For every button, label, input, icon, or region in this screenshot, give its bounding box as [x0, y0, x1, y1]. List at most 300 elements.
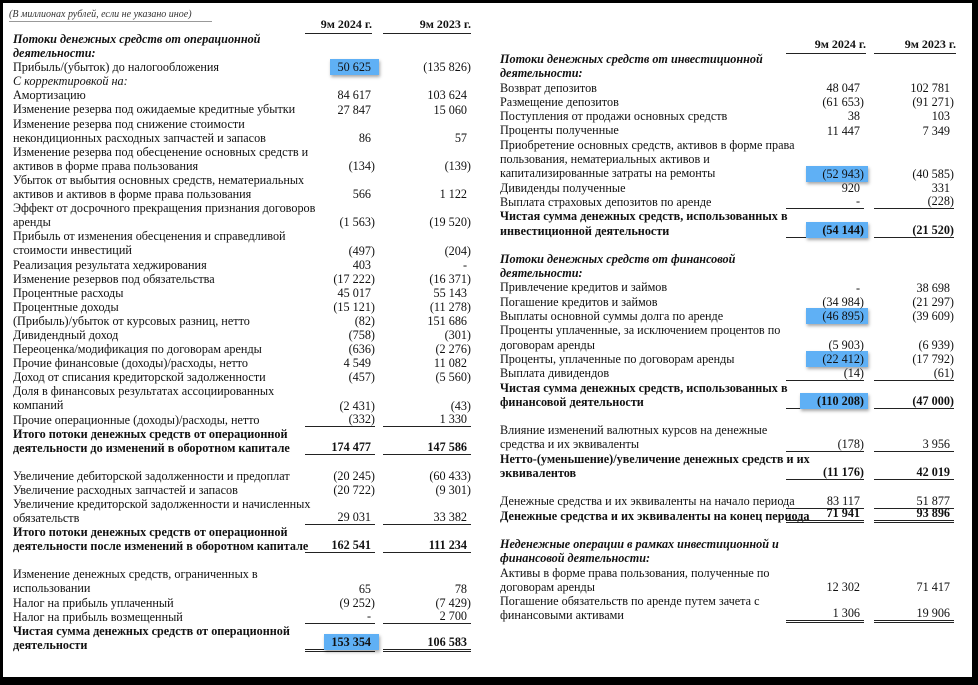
value-2023: [383, 60, 471, 74]
value-text: (22 412): [822, 352, 864, 367]
table-row: [500, 123, 960, 137]
value-text: 153 354: [331, 634, 371, 649]
value-text: (19 520): [429, 215, 471, 230]
value-text: 29 031: [337, 510, 371, 525]
value-2023: [383, 131, 471, 145]
row-label: Приобретение основных средств, активов в форме права: [500, 137, 795, 152]
table-row: [13, 384, 475, 412]
row-label: Неденежные операции в рамках инвестиционной и: [500, 536, 779, 551]
value-text: 2 700: [439, 608, 467, 623]
row-label: деятельности до изменений в оборотном капитале: [13, 440, 290, 455]
value-text: 50 625: [337, 60, 371, 75]
row-label: Процентные расходы: [13, 285, 124, 300]
value-2024: [305, 399, 375, 413]
value-2023: [383, 272, 471, 286]
table-row: [500, 95, 960, 109]
row-label: деятельности:: [500, 266, 583, 281]
row-label: Активы в форме права пользования, полученные по: [500, 565, 770, 580]
row-label: Потоки денежных средств от инвестиционной: [500, 52, 763, 66]
row-label: Размещение депозитов: [500, 94, 619, 109]
row-label: Изменение резерва под снижение стоимости: [13, 116, 245, 131]
value-text: 57: [454, 130, 467, 145]
value-2024: [305, 244, 375, 258]
value-text: (139): [444, 158, 471, 173]
value-text: 1 122: [439, 187, 467, 202]
row-label: Изменение резерва под обесценение основных средств и: [13, 144, 309, 159]
table-row: [500, 181, 960, 195]
row-label: Доход от списания кредиторской задолженности: [13, 370, 266, 385]
value-text: (46 895): [822, 309, 864, 324]
section-heading: [13, 32, 475, 60]
value-2023: [874, 394, 954, 409]
total-row: [500, 452, 960, 481]
section-heading: [500, 252, 960, 281]
value-text: 1 330: [439, 411, 467, 426]
value-text: (5 560): [435, 370, 471, 385]
value-2023: [383, 244, 471, 258]
value-2024: [786, 465, 864, 480]
value-text: 106 583: [427, 634, 467, 649]
value-text: 566: [352, 187, 371, 202]
value-text: (178): [837, 436, 864, 451]
value-2023: [383, 370, 471, 384]
value-2023: [874, 281, 954, 295]
value-2023: [383, 538, 471, 553]
value-2023: [383, 88, 471, 102]
table-row: [13, 356, 475, 370]
value-text: 102 781: [910, 80, 950, 95]
total-row: [13, 525, 475, 553]
value-text: 27 847: [337, 102, 371, 117]
value-text: (40 585): [912, 166, 954, 181]
row-label: (Прибыль)/убыток от курсовых разниц, нетто: [13, 313, 250, 328]
row-label: финансовыми активами: [500, 608, 624, 623]
value-2024: [305, 60, 375, 74]
value-2024: [786, 366, 864, 381]
value-text: 11 082: [433, 356, 467, 371]
total-row: [13, 427, 475, 455]
row-label: Нетто-(уменьшение)/увеличение денежных средств и их: [500, 451, 810, 466]
value-2024: [305, 538, 375, 553]
units-note: (В миллионах рублей, если не указано иное): [9, 9, 212, 22]
row-label: Влияние изменений валютных курсов на денежные: [500, 423, 768, 438]
value-2023: [874, 109, 954, 123]
value-2024: [305, 412, 375, 427]
row-label: Увеличение дебиторской задолженности и предоплат: [13, 468, 290, 483]
value-2023: [874, 223, 954, 238]
value-2024: [305, 356, 375, 370]
value-text: (15 121): [333, 299, 375, 314]
total-row: [13, 624, 475, 652]
value-2023: [383, 510, 471, 525]
table-row: [500, 81, 960, 95]
value-text: 42 019: [916, 465, 950, 480]
value-2024: [305, 582, 375, 596]
value-text: 33 382: [433, 510, 467, 525]
table-row: [13, 610, 475, 624]
row-label: Возврат депозитов: [500, 80, 597, 95]
row-label: Денежные средства и их эквиваленты на конец периода: [500, 508, 810, 523]
table-row: [500, 423, 960, 452]
value-2023: [874, 295, 954, 309]
value-2024: [305, 510, 375, 525]
row-label: Погашение обязательств по аренде путем зачета с: [500, 594, 760, 609]
value-2024: [786, 338, 864, 352]
value-text: (135 826): [423, 60, 471, 75]
value-text: 1 306: [832, 605, 860, 620]
value-text: (228): [927, 194, 954, 209]
value-text: 84 617: [337, 88, 371, 103]
value-text: (61): [933, 365, 954, 380]
value-2023: [874, 167, 954, 181]
cash-flow-statement-page: [3, 3, 972, 677]
value-2024: [786, 95, 864, 109]
row-label: Итого потоки денежных средств от операционной: [13, 426, 288, 441]
row-label: Переоценка/модификация по договорам аренды: [13, 342, 262, 357]
value-2023: [383, 286, 471, 300]
value-text: (21 520): [912, 222, 954, 237]
row-label: Изменение резервов под обязательства: [13, 271, 215, 286]
value-text: (758): [348, 328, 375, 343]
value-2023: [874, 95, 954, 109]
value-text: (11 278): [429, 299, 471, 314]
table-row: [13, 286, 475, 300]
value-text: (91 271): [912, 95, 954, 110]
table-row: [13, 74, 475, 88]
row-label: Дивиденды полученные: [500, 180, 626, 195]
value-2023: [383, 635, 471, 652]
value-text: 11 447: [826, 123, 860, 138]
row-label: Доля в финансовых результатах ассоциированных: [13, 384, 275, 399]
value-text: (6 939): [918, 337, 954, 352]
value-text: 38 698: [916, 280, 950, 295]
section-heading: [500, 52, 960, 81]
row-label: Проценты, уплаченные по договорам аренды: [500, 351, 735, 366]
row-label: Увеличение расходных запчастей и запасов: [13, 482, 238, 497]
value-2023: [383, 440, 471, 455]
value-2024: [305, 635, 375, 652]
value-text: (2 431): [339, 398, 375, 413]
table-row: [13, 314, 475, 328]
spacer: [13, 455, 475, 469]
row-label: Чистая сумма денежных средств, использованных в: [500, 380, 788, 395]
value-text: (7 429): [435, 595, 471, 610]
row-label: Выплаты основной суммы долга по аренде: [500, 309, 724, 324]
value-text: -: [462, 257, 467, 272]
row-label: Чистая сумма денежных средств от операционной: [13, 623, 290, 638]
row-label: активов и активов в форме права пользования: [13, 187, 252, 202]
table-row: [13, 370, 475, 384]
row-label: Эффект от досрочного прекращения признания договоров: [13, 201, 316, 216]
row-label: активов в форме права пользования: [13, 158, 199, 173]
value-2023: [874, 606, 954, 623]
value-2024: [305, 328, 375, 342]
table-row: [13, 413, 475, 427]
value-text: 3 956: [922, 436, 950, 451]
value-2023: [383, 399, 471, 413]
table-row: [500, 594, 960, 623]
value-text: (2 276): [435, 342, 471, 357]
value-text: (5 903): [828, 337, 864, 352]
value-text: (11 176): [823, 465, 864, 480]
value-text: (43): [450, 398, 471, 413]
row-label: Потоки денежных средств от финансовой: [500, 251, 736, 266]
row-label: Привлечение кредитов и займов: [500, 280, 668, 295]
value-2023: [874, 81, 954, 95]
value-text: (301): [444, 328, 471, 343]
value-text: 4 549: [343, 356, 371, 371]
row-label: Изменение денежных средств, ограниченных в: [13, 567, 258, 582]
row-label: деятельности после изменений в оборотном капитале: [13, 539, 309, 554]
value-2024: [305, 300, 375, 314]
table-row: [500, 309, 960, 323]
value-2024: [786, 580, 864, 594]
row-label: деятельности:: [13, 46, 96, 61]
value-text: 71 941: [826, 505, 860, 520]
value-2023: [874, 352, 954, 366]
table-row: [500, 295, 960, 309]
table-row: [13, 497, 475, 525]
table-row: [500, 138, 960, 181]
value-text: (47 000): [912, 394, 954, 409]
total-row: [500, 505, 960, 523]
value-text: (1 563): [339, 215, 375, 230]
value-text: (134): [348, 158, 375, 173]
value-text: (9 301): [435, 483, 471, 497]
value-2024: [786, 394, 864, 409]
row-label: некондиционных расходных запчастей и запасов: [13, 130, 266, 145]
value-2023: [383, 215, 471, 229]
table-row: [13, 173, 475, 201]
row-label: стоимости инвестиций: [13, 243, 132, 258]
value-text: -: [855, 194, 860, 209]
row-label: Изменение резерва под ожидаемые кредитные убытки: [13, 102, 296, 117]
value-text: 151 686: [427, 313, 467, 328]
row-label: компаний: [13, 398, 64, 413]
value-2023: [874, 506, 954, 523]
value-text: 71 417: [916, 580, 950, 595]
value-2024: [786, 194, 864, 209]
value-text: 920: [841, 180, 860, 195]
value-text: (61 653): [822, 95, 864, 110]
value-text: 51 877: [916, 493, 950, 508]
row-label: Процентные доходы: [13, 299, 119, 314]
row-label: договорам аренды: [500, 579, 595, 594]
value-2023: [383, 103, 471, 117]
spacer: [500, 480, 960, 494]
value-2024: [305, 272, 375, 286]
value-text: (34 984): [822, 295, 864, 310]
value-text: 78: [454, 581, 467, 596]
value-text: (82): [354, 313, 375, 328]
value-text: 38: [847, 109, 860, 124]
row-label: эквивалентов: [500, 466, 577, 481]
value-text: (457): [348, 370, 375, 385]
table-row: [13, 201, 475, 229]
value-2024: [305, 131, 375, 145]
value-text: 86: [358, 130, 371, 145]
value-2023: [874, 124, 954, 138]
value-text: (52 943): [822, 166, 864, 181]
value-2023: [874, 338, 954, 352]
table-row: [13, 596, 475, 610]
value-2024: [786, 124, 864, 138]
value-text: 331: [931, 180, 950, 195]
value-text: (497): [348, 243, 375, 258]
row-label: Потоки денежных средств от операционной: [13, 32, 261, 46]
value-2024: [786, 352, 864, 366]
investing-financing-section: [500, 52, 960, 623]
value-text: 19 906: [916, 605, 950, 620]
table-row: [500, 195, 960, 209]
value-text: 48 047: [826, 80, 860, 95]
table-row: [13, 102, 475, 116]
row-label: Дивидендный доход: [13, 327, 119, 342]
spacer: [13, 553, 475, 567]
value-text: -: [855, 280, 860, 295]
value-2023: [383, 300, 471, 314]
value-2023: [383, 342, 471, 356]
value-2024: [786, 81, 864, 95]
row-label: Прочие операционные (доходы)/расходы, нетто: [13, 412, 260, 427]
column-header-2023-left: 9м 2023 г.: [383, 17, 471, 34]
value-2023: [383, 258, 471, 272]
value-text: 111 234: [428, 538, 467, 553]
table-row: [13, 469, 475, 483]
value-text: 103 624: [427, 88, 467, 103]
value-text: 147 586: [427, 439, 467, 454]
row-label: Погашение кредитов и займов: [500, 294, 658, 309]
value-2023: [383, 187, 471, 201]
value-2024: [786, 437, 864, 452]
value-text: 65: [358, 581, 371, 596]
value-text: (39 609): [912, 309, 954, 324]
value-2023: [383, 483, 471, 497]
table-row: [13, 342, 475, 356]
value-text: 7 349: [922, 123, 950, 138]
value-2024: [305, 187, 375, 201]
column-header-2023-right: 9м 2023 г.: [874, 37, 956, 54]
table-row: [500, 366, 960, 380]
value-text: 55 143: [433, 285, 467, 300]
section-heading: [500, 537, 960, 566]
spacer: [500, 238, 960, 252]
table-row: [13, 88, 475, 102]
row-label: капитализированные затраты на ремонты: [500, 166, 716, 181]
value-2023: [383, 412, 471, 427]
row-label: Реализация результата хеджирования: [13, 257, 207, 272]
table-row: [13, 300, 475, 314]
value-2023: [383, 582, 471, 596]
value-2024: [786, 606, 864, 623]
value-2024: [305, 286, 375, 300]
value-2024: [305, 215, 375, 229]
value-2024: [305, 258, 375, 272]
table-row: [13, 145, 475, 173]
row-label: Налог на прибыль возмещенный: [13, 609, 183, 624]
value-2024: [305, 440, 375, 455]
value-2023: [383, 328, 471, 342]
value-text: (20 722): [333, 483, 375, 497]
total-row: [500, 209, 960, 238]
value-2023: [874, 580, 954, 594]
row-label: Чистая сумма денежных средств, использованных в: [500, 209, 788, 224]
value-text: 93 896: [916, 505, 950, 520]
value-2024: [305, 469, 375, 483]
value-2024: [305, 342, 375, 356]
spacer: [500, 409, 960, 423]
value-text: 83 117: [826, 493, 860, 508]
value-2023: [383, 609, 471, 624]
value-2023: [383, 159, 471, 173]
row-label: Амортизацию: [13, 88, 86, 103]
row-label: Прочие финансовые (доходы)/расходы, нетто: [13, 356, 248, 371]
value-2024: [305, 483, 375, 497]
row-label: Прибыль/(убыток) до налогообложения: [13, 60, 220, 75]
value-2024: [305, 88, 375, 102]
value-2024: [305, 370, 375, 384]
value-text: (332): [348, 411, 375, 426]
value-2024: [786, 167, 864, 181]
value-text: (60 433): [429, 468, 471, 483]
row-label: Налог на прибыль уплаченный: [13, 595, 174, 610]
column-header-2024-right: 9м 2024 г.: [786, 37, 866, 54]
value-2024: [305, 596, 375, 610]
value-text: -: [366, 608, 371, 623]
value-2023: [874, 366, 954, 381]
value-2024: [786, 181, 864, 195]
row-label: средства и их эквиваленты: [500, 437, 640, 452]
row-label: Увеличение кредиторской задолженности и начисленных: [13, 497, 311, 511]
value-text: (17 222): [333, 271, 375, 286]
table-row: [13, 483, 475, 497]
value-2023: [874, 465, 954, 480]
value-text: (16 371): [429, 271, 471, 286]
row-label: Выплата страховых депозитов по аренде: [500, 194, 712, 209]
row-label: С корректировкой на:: [13, 74, 128, 89]
row-label: договорам аренды: [500, 337, 595, 352]
row-label: Убыток от выбытия основных средств, нематериальных: [13, 172, 305, 187]
value-text: 174 477: [331, 439, 371, 454]
row-label: Прибыль от изменения обесценения и справедливой: [13, 229, 286, 244]
value-2023: [874, 181, 954, 195]
row-label: деятельности: [13, 637, 88, 652]
value-2024: [786, 281, 864, 295]
value-text: (20 245): [333, 468, 375, 483]
value-2023: [874, 194, 954, 209]
value-text: 12 302: [826, 580, 860, 595]
total-row: [500, 381, 960, 410]
value-text: 103: [931, 109, 950, 124]
value-2023: [874, 309, 954, 323]
row-label: аренды: [13, 215, 51, 230]
row-label: деятельности:: [500, 66, 583, 81]
value-text: 403: [352, 257, 371, 272]
value-2023: [874, 437, 954, 452]
value-text: 45 017: [337, 285, 371, 300]
row-label: Поступления от продажи основных средств: [500, 109, 728, 124]
value-2024: [786, 223, 864, 238]
value-2024: [786, 295, 864, 309]
row-label: Выплата дивидендов: [500, 366, 610, 381]
row-label: пользования, нематериальных активов и: [500, 152, 710, 167]
value-text: (9 252): [339, 595, 375, 610]
table-row: [500, 109, 960, 123]
row-label: инвестиционной деятельности: [500, 223, 670, 238]
table-row: [13, 229, 475, 257]
value-2023: [383, 356, 471, 370]
column-header-2024-left: 9м 2024 г.: [305, 17, 372, 34]
